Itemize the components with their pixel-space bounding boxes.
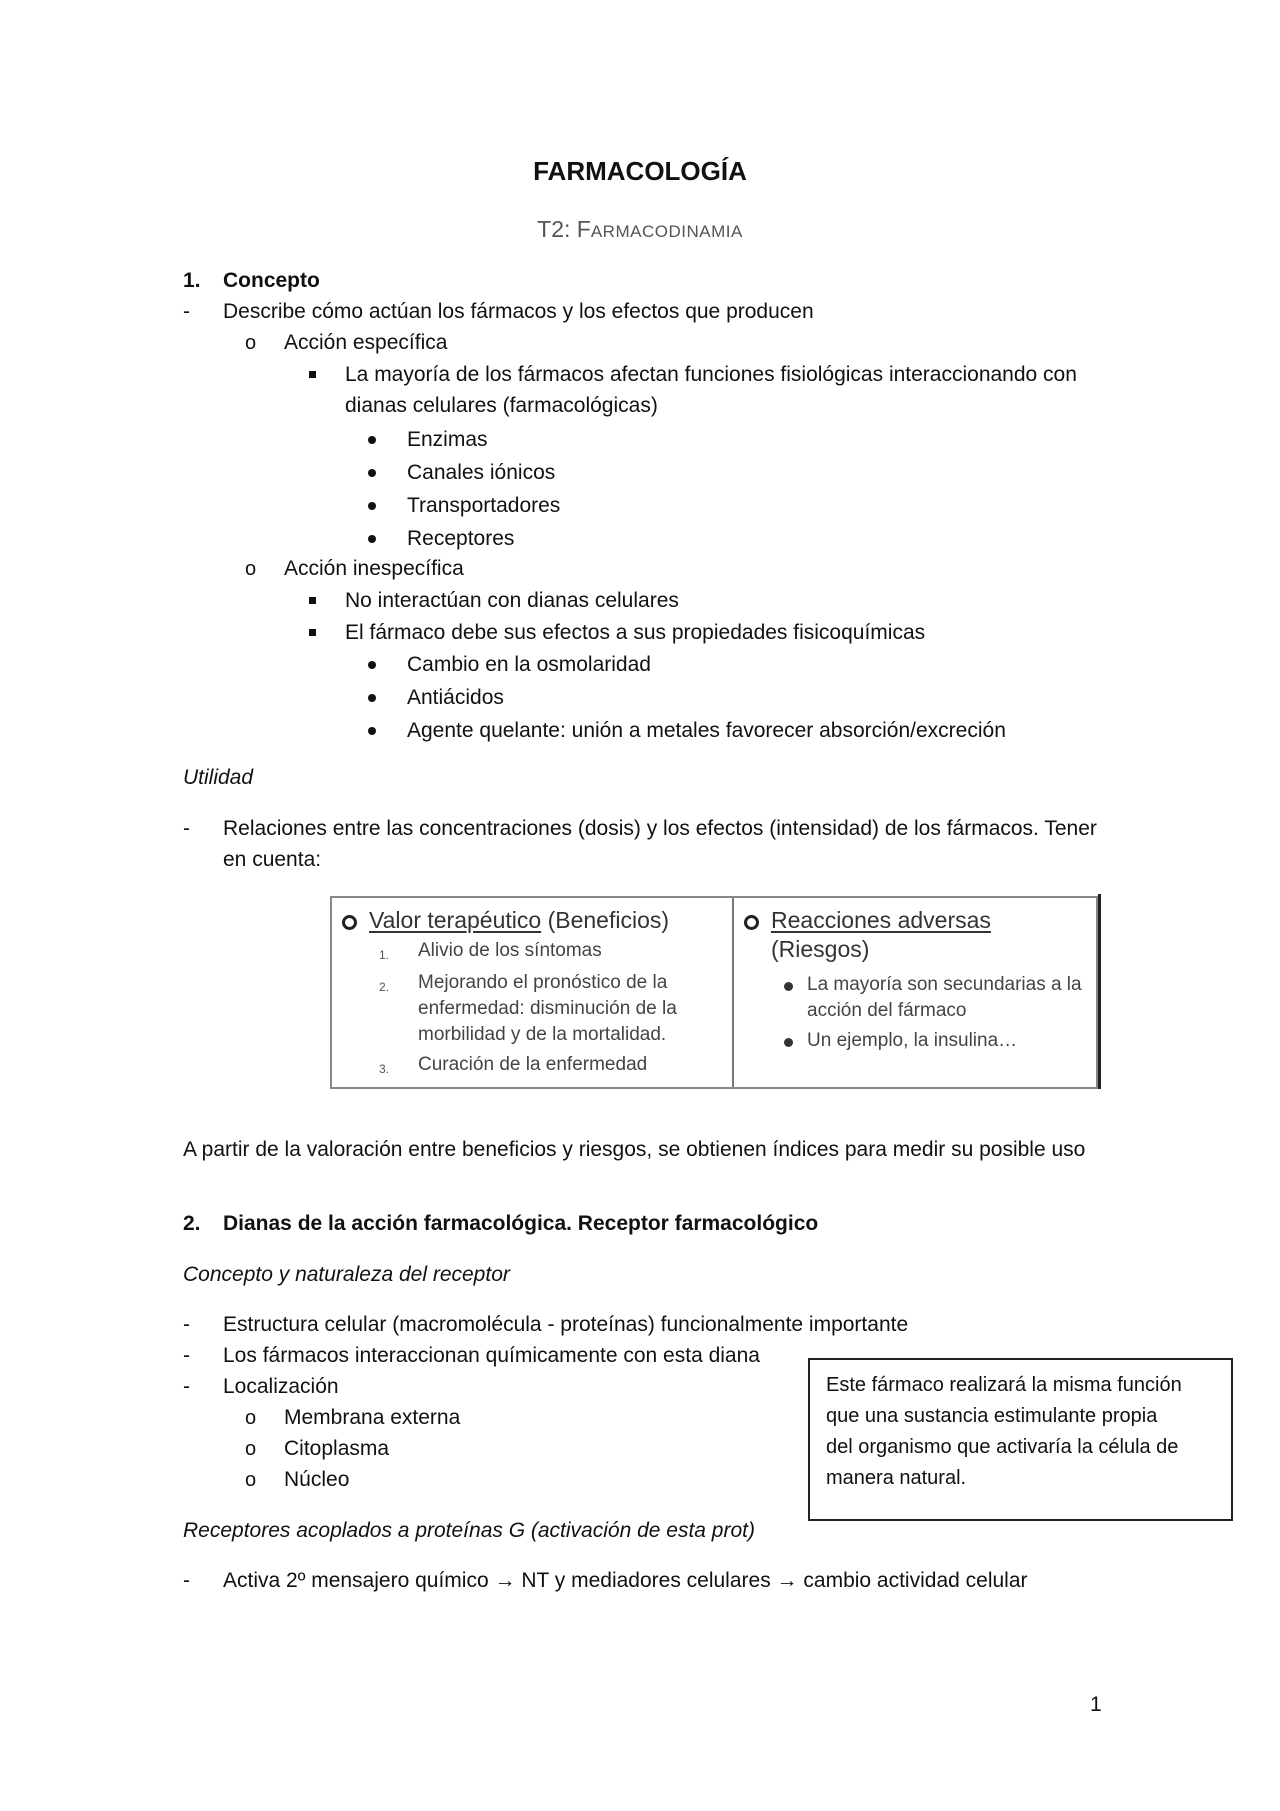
dot-bullet — [368, 535, 376, 543]
note-line: del organismo que activaría la célula de — [826, 1436, 1179, 1458]
circle-bullet: o — [245, 332, 257, 354]
circle-bullet: o — [245, 1469, 257, 1491]
benefit-item: Curación de la enfermedad — [418, 1054, 648, 1075]
target-item: Receptores — [407, 527, 515, 550]
specific-action-label: Acción específica — [284, 331, 448, 354]
section2-number: 2. — [183, 1212, 201, 1235]
dot-bullet — [784, 982, 793, 991]
risks-title-suffix: (Riesgos) — [771, 936, 870, 962]
benefit-item-line: morbilidad y de la mortalidad. — [418, 1024, 667, 1045]
side-note-box — [808, 1358, 1233, 1521]
arrow-right-icon: → — [494, 1569, 516, 1592]
arrow-right-icon: → — [776, 1569, 798, 1592]
utility-label: Utilidad — [183, 766, 254, 789]
dot-bullet — [368, 436, 376, 444]
dash-bullet: - — [183, 300, 190, 323]
list-number: 2. — [379, 980, 390, 994]
dot-bullet — [368, 502, 376, 510]
receptor-subheading: Concepto y naturaleza del receptor — [183, 1263, 510, 1286]
hollow-circle-bullet — [342, 915, 357, 930]
concept-description: Describe cómo actúan los fármacos y los efectos que producen — [223, 300, 814, 323]
receptor-item: Localización — [223, 1375, 339, 1398]
section1-number: 1. — [183, 269, 201, 292]
nonspecific-action-label: Acción inespecífica — [284, 557, 464, 580]
document-title: FARMACOLOGÍA — [533, 156, 747, 186]
subtitle-rest: ARMACODINAMIA — [590, 222, 743, 241]
risk-item-line: La mayoría son secundarias a la — [807, 974, 1082, 995]
location-item: Citoplasma — [284, 1437, 390, 1460]
dot-bullet — [368, 694, 376, 702]
specific-detail-line2: dianas celulares (farmacológicas) — [345, 394, 658, 417]
dot-bullet — [368, 469, 376, 477]
circle-bullet: o — [245, 558, 257, 580]
table-divider — [732, 898, 734, 1087]
circle-bullet: o — [245, 1407, 257, 1429]
table-shadow-edge — [1098, 894, 1101, 1089]
location-item: Núcleo — [284, 1468, 350, 1491]
note-line: Este fármaco realizará la misma función — [826, 1374, 1182, 1396]
benefit-item-line: enfermedad: disminución de la — [418, 998, 677, 1019]
note-line: que una sustancia estimulante propia — [826, 1405, 1158, 1427]
gprotein-subheading: Receptores acoplados a proteínas G (activación de esta prot) — [183, 1519, 755, 1542]
list-number: 3. — [379, 1062, 390, 1076]
utility-text-line2: en cuenta: — [223, 848, 322, 871]
benefit-item-line: Mejorando el pronóstico de la — [418, 972, 668, 993]
dash-bullet: - — [183, 1375, 190, 1398]
nonspecific-item: El fármaco debe sus efectos a sus propiedades fisicoquímicas — [345, 621, 926, 644]
nonspecific-item: No interactúan con dianas celulares — [345, 589, 679, 612]
note-line: manera natural. — [826, 1467, 967, 1489]
circle-bullet: o — [245, 1438, 257, 1460]
subtitle-prefix: T2: F — [537, 216, 591, 242]
utility-text-line1: Relaciones entre las concentraciones (dosis) y los efectos (intensidad) de los fármacos. Tener — [223, 817, 1097, 840]
square-bullet — [309, 629, 316, 636]
receptor-item: Los fármacos interaccionan químicamente con esta diana — [223, 1344, 760, 1367]
example-item: Antiácidos — [407, 686, 504, 709]
target-item: Canales iónicos — [407, 461, 556, 484]
risks-title: Reacciones adversas — [771, 907, 991, 933]
dot-bullet — [368, 661, 376, 669]
section1-heading: Concepto — [223, 269, 320, 292]
example-item: Cambio en la osmolaridad — [407, 653, 651, 676]
benefit-risk-table — [330, 896, 1098, 1089]
target-item: Transportadores — [407, 494, 561, 517]
receptor-item: Estructura celular (macromolécula - proteínas) funcionalmente importante — [223, 1313, 909, 1336]
benefits-title: Valor terapéutico (Beneficios) — [369, 907, 670, 933]
example-item: Agente quelante: unión a metales favorecer absorción/excreción — [407, 719, 1006, 742]
risk-item: Un ejemplo, la insulina… — [807, 1030, 1018, 1051]
list-number: 1. — [379, 948, 390, 962]
dash-bullet: - — [183, 1344, 190, 1367]
gprotein-description: Activa 2º mensajero químico → NT y mediadores celulares → cambio actividad celular — [223, 1569, 1028, 1592]
location-item: Membrana externa — [284, 1406, 461, 1429]
dot-bullet — [784, 1038, 793, 1047]
risk-item-line: acción del fármaco — [807, 1000, 967, 1021]
square-bullet — [309, 597, 316, 604]
specific-detail-line1: La mayoría de los fármacos afectan funciones fisiológicas interaccionando con — [345, 363, 1077, 386]
benefit-item: Alivio de los síntomas — [418, 940, 602, 961]
page-number: 1 — [1090, 1693, 1102, 1716]
dash-bullet: - — [183, 1569, 190, 1592]
conclusion-text: A partir de la valoración entre beneficios y riesgos, se obtienen índices para medir su posible uso — [183, 1138, 1086, 1161]
target-item: Enzimas — [407, 428, 488, 451]
document-subtitle — [0, 216, 1280, 243]
dash-bullet: - — [183, 817, 190, 840]
dash-bullet: - — [183, 1313, 190, 1336]
dot-bullet — [368, 727, 376, 735]
hollow-circle-bullet — [744, 915, 759, 930]
square-bullet — [309, 371, 316, 378]
section2-heading: Dianas de la acción farmacológica. Receptor farmacológico — [223, 1212, 819, 1235]
